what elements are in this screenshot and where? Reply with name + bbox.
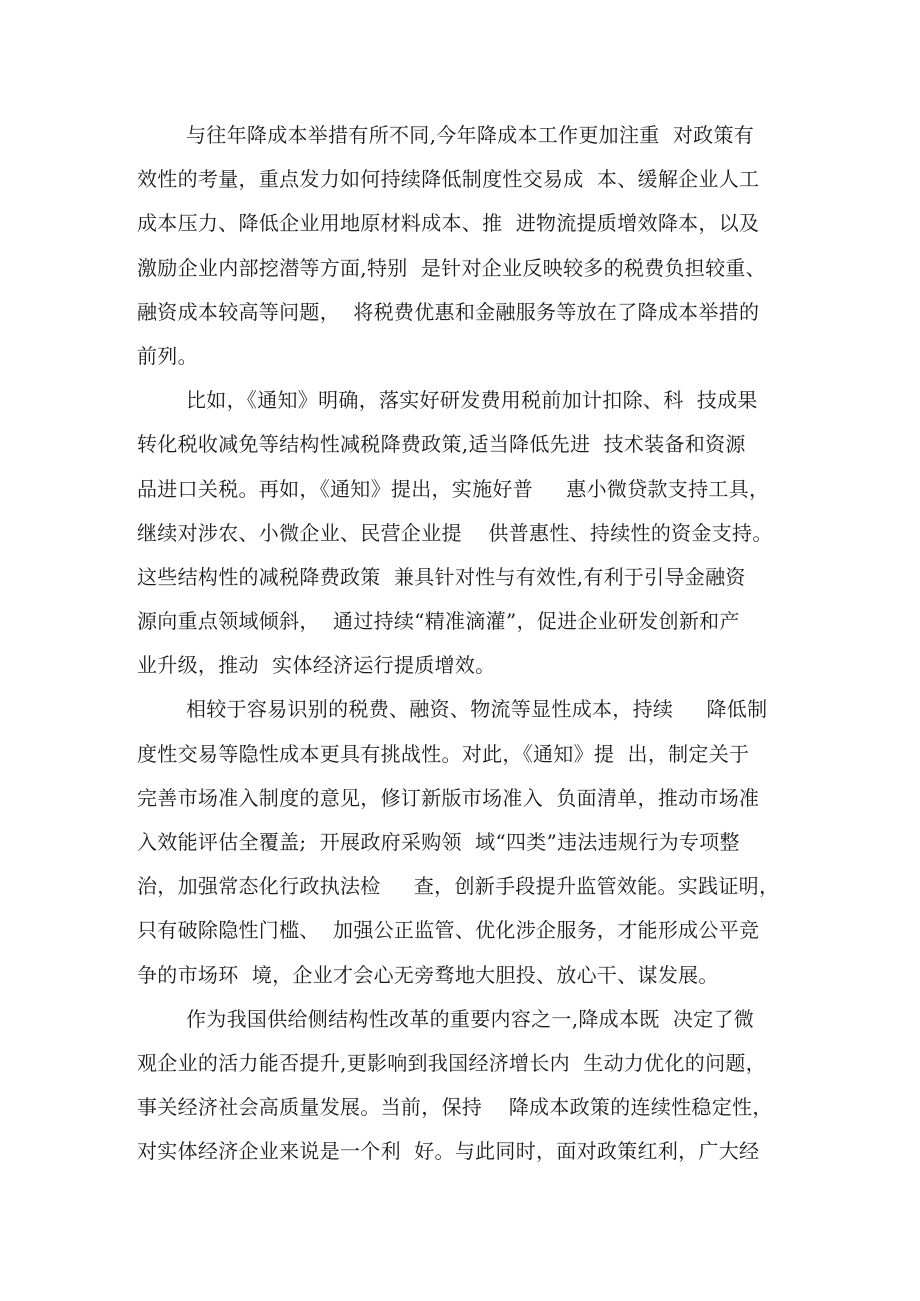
text-line: 观企业的活力能否提升,更影响到我国经济增长内 生动力优化的问题， (137, 1050, 766, 1075)
text-line: 相较于容易识别的税费、融资、物流等显性成本，持续 降低制 (186, 697, 768, 722)
text-line: 度性交易等隐性成本更具有挑战性。对此，《通知》提 出，制定关于 (137, 741, 750, 766)
text-line: 业升级，推动 实体经济运行提质增效。 (137, 653, 496, 678)
text-line: 与往年降成本举措有所不同,今年降成本工作更加注重 对政策有 (186, 123, 755, 147)
text-line: 只有破除隐性门槛、 加强公正监管、优化涉企服务，才能形成公平竞 (137, 918, 760, 943)
text-line: 对实体经济企业来说是一个利 好。与此同时，面对政策红利，广大经 (137, 1139, 760, 1164)
text-line: 融资成本较高等问题， 将税费优惠和金融服务等放在了降成本举措的 (137, 299, 760, 324)
document-body (137, 113, 797, 1174)
text-line: 治，加强常态化行政执法检 查，创新手段提升监管效能。实践证明， (137, 874, 780, 899)
text-line: 比如，《通知》明确，落实好研发费用税前加计扣除、科 技成果 (186, 388, 758, 413)
text-line: 成本压力、降低企业用地原材料成本、推 进物流提质增效降本，以及 (137, 211, 760, 236)
text-line: 前列。 (137, 343, 198, 368)
text-line: 完善市场准入制度的意见，修订新版市场准入 负面清单，推动市场准 (137, 785, 760, 810)
text-line: 作为我国供给侧结构性改革的重要内容之一,降成本既 决定了微 (186, 1006, 755, 1031)
text-line: 效性的考量，重点发力如何持续降低制度性交易成 本、缓解企业人工 (137, 167, 760, 192)
text-line: 品进口关税。再如，《通知》提出，实施好普 惠小微贷款支持工具， (137, 476, 770, 501)
text-line: 源向重点领域倾斜， 通过持续“精准滴灌”，促进企业研发创新和产 (137, 609, 740, 634)
text-line: 转化税收减免等结构性减税降费政策,适当降低先进 技术装备和资源 (137, 432, 746, 457)
text-line: 入效能评估全覆盖; 开展政府采购领 域“四类”违法违规行为专项整 (137, 830, 740, 854)
text-line: 这些结构性的减税降费政策 兼具针对性与有效性,有利于引导金融资 (137, 564, 746, 589)
text-line: 继续对涉农、小微企业、民营企业提 供普惠性、持续性的资金支持。 (137, 520, 773, 545)
text-line: 激励企业内部挖潜等方面,特别 是针对企业反映较多的税费负担较重、 (137, 255, 766, 280)
text-line: 事关经济社会高质量发展。当前，保持 降成本政策的连续性稳定性， (137, 1095, 773, 1120)
text-line: 争的市场环 境，企业才会心无旁骛地大胆投、放心干、谋发展。 (137, 962, 719, 987)
